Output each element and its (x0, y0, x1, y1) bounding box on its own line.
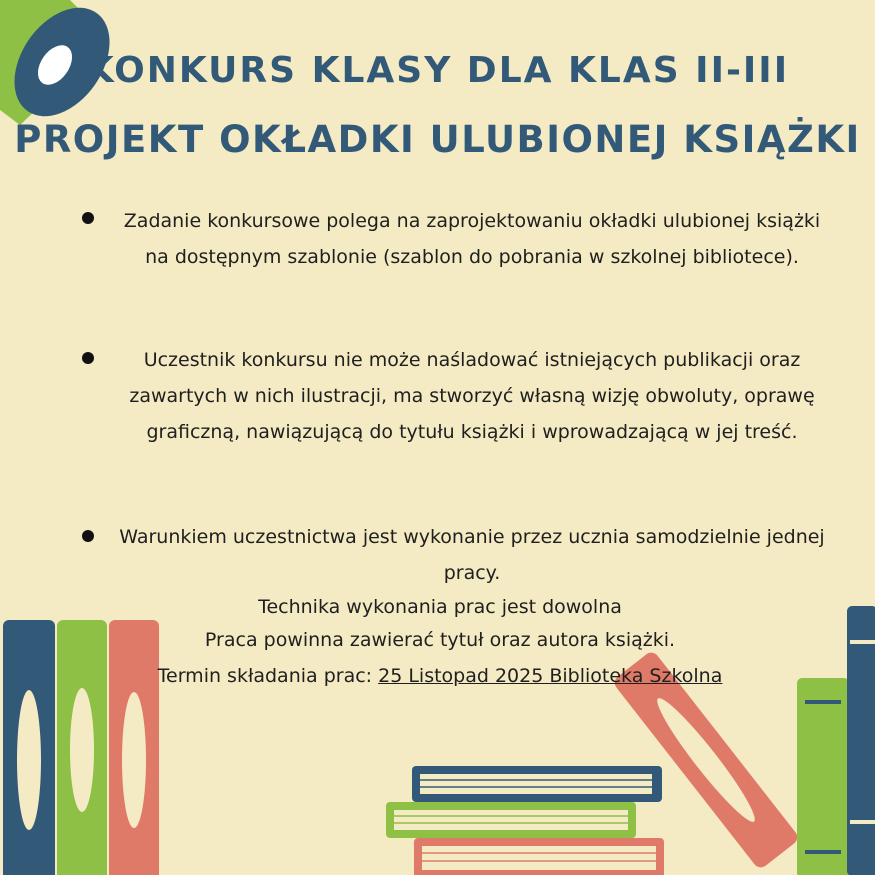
list-item-1: Zadanie konkursowe polega na zaprojektowaniu okładki ulubionej książki na dostępnym szablonie (szablon do pobrania w szkolnej bibliotece). (123, 210, 821, 268)
page-title-line-2: PROJEKT OKŁADKI ULUBIONEJ KSIĄŻKI (14, 118, 861, 161)
technique-text: Technika wykonania prac jest dowolna (258, 596, 622, 618)
bullet-dot-icon (82, 212, 94, 224)
bullet-dot-icon (82, 530, 94, 542)
requirement-text: Praca powinna zawierać tytuł oraz autora książki. (204, 629, 676, 651)
list-item-3: Warunkiem uczestnictwa jest wykonanie przez ucznia samodzielnie jednej pracy. (119, 526, 825, 584)
deadline-value: 25 Listopad 2025 Biblioteka Szkolna (378, 665, 723, 687)
list-item-2: Uczestnik konkursu nie może naśladować istniejących publikacji oraz zawartych w nich ilustracji, ma stworzyć własną wizję obwoluty, oprawę graficzną, nawiązującą do tytułu książki i wprowadzającą w jej treść. (129, 349, 815, 443)
page-title-line-1: KONKURS KLASY DLA KLAS II-III (85, 50, 790, 91)
deadline-text (60, 661, 820, 691)
bullet-dot-icon (82, 352, 94, 364)
books-left-icon (3, 620, 159, 875)
book-stack-icon (386, 766, 664, 875)
deadline-label: Termin składania prac: (157, 665, 379, 687)
